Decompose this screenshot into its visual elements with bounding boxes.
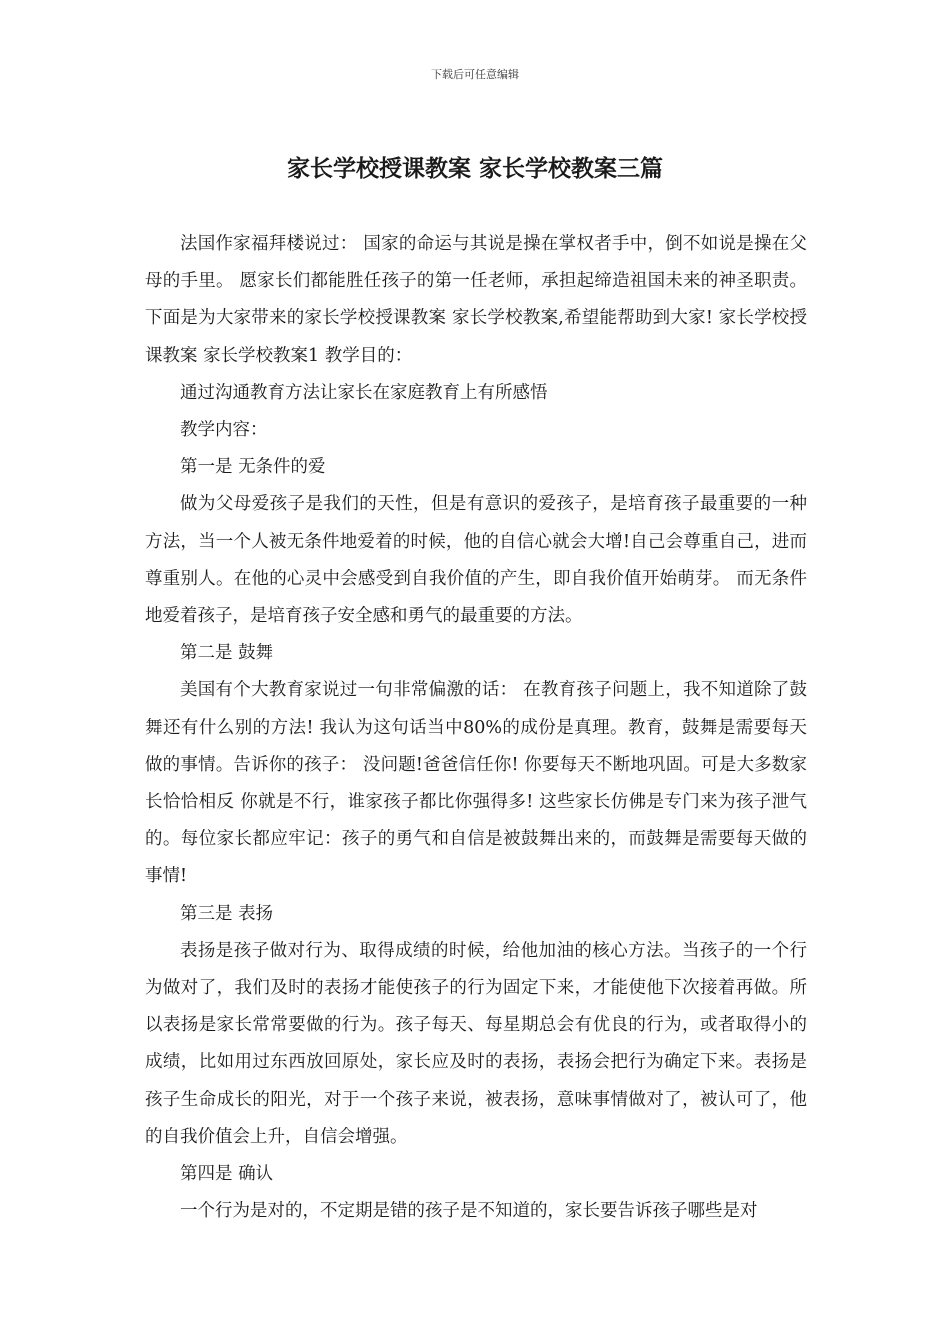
section-heading: 第二是 鼓舞 <box>180 643 274 664</box>
paragraph: 做为父母爱孩子是我们的天性，但是有意识的爱孩子，是培育孩子最重要的一种方法，当一个人被无条件地爱着的时候，他的自信心就会大增!自己会尊重自己，进而尊重别人。在他的心灵中会感受到自我价值的产生，即自我价值开始萌芽。 而无条件地爱着孩子，是培育孩子安全感和勇气的最重要的方法。 <box>145 494 807 627</box>
document-title: 家长学校授课教案 家长学校教案三篇 <box>286 156 663 182</box>
paragraph: 教学内容： <box>180 420 268 441</box>
document-body <box>145 226 807 1230</box>
header-note: 下载后可任意编辑 <box>431 68 519 81</box>
paragraph: 法国作家福拜楼说过： 国家的命运与其说是操在掌权者手中，倒不如说是操在父母的手里。 愿家长们都能胜任孩子的第一任老师，承担起缔造祖国未来的神圣职责。下面是为大家带来的家长学校授课教案 家长学校教案,希望能帮助到大家! 家长学校授课教案 家长学校教案1 教学目的： <box>145 234 807 366</box>
paragraph: 表扬是孩子做对行为、取得成绩的时候，给他加油的核心方法。当孩子的一个行为做对了，我们及时的表扬才能使孩子的行为固定下来，才能使他下次接着再做。所以表扬是家长常常要做的行为。孩子每天、每星期总会有优良的行为，或者取得小的成绩，比如用过东西放回原处，家长应及时的表扬，表扬会把行为确定下来。表扬是孩子生命成长的阳光，对于一个孩子来说，被表扬，意味事情做对了，被认可了，他的自我价值会上升，自信会增强。 <box>145 940 807 1147</box>
paragraph: 美国有个大教育家说过一句非常偏激的话： 在教育孩子问题上，我不知道除了鼓舞还有什么别的方法! 我认为这句话当中80%的成份是真理。教育，鼓舞是需要每天做的事情。告诉你的孩子： 没问题!爸爸信任你! 你要每天不断地巩固。可是大多数家长恰恰相反 你就是不行，谁家孩子都比你强得多! 这些家长仿佛是专门来为孩子泄气的。每位家长都应牢记：孩子的勇气和自信是被鼓舞出来的，而鼓舞是需要每天做的事情! <box>145 680 807 887</box>
section-heading: 第四是 确认 <box>180 1164 274 1185</box>
paragraph: 一个行为是对的，不定期是错的孩子是不知道的，家长要告诉孩子哪些是对 <box>180 1201 758 1222</box>
section-heading: 第三是 表扬 <box>180 903 274 924</box>
paragraph: 通过沟通教育方法让家长在家庭教育上有所感悟 <box>180 382 548 403</box>
section-heading: 第一是 无条件的爱 <box>180 457 326 478</box>
